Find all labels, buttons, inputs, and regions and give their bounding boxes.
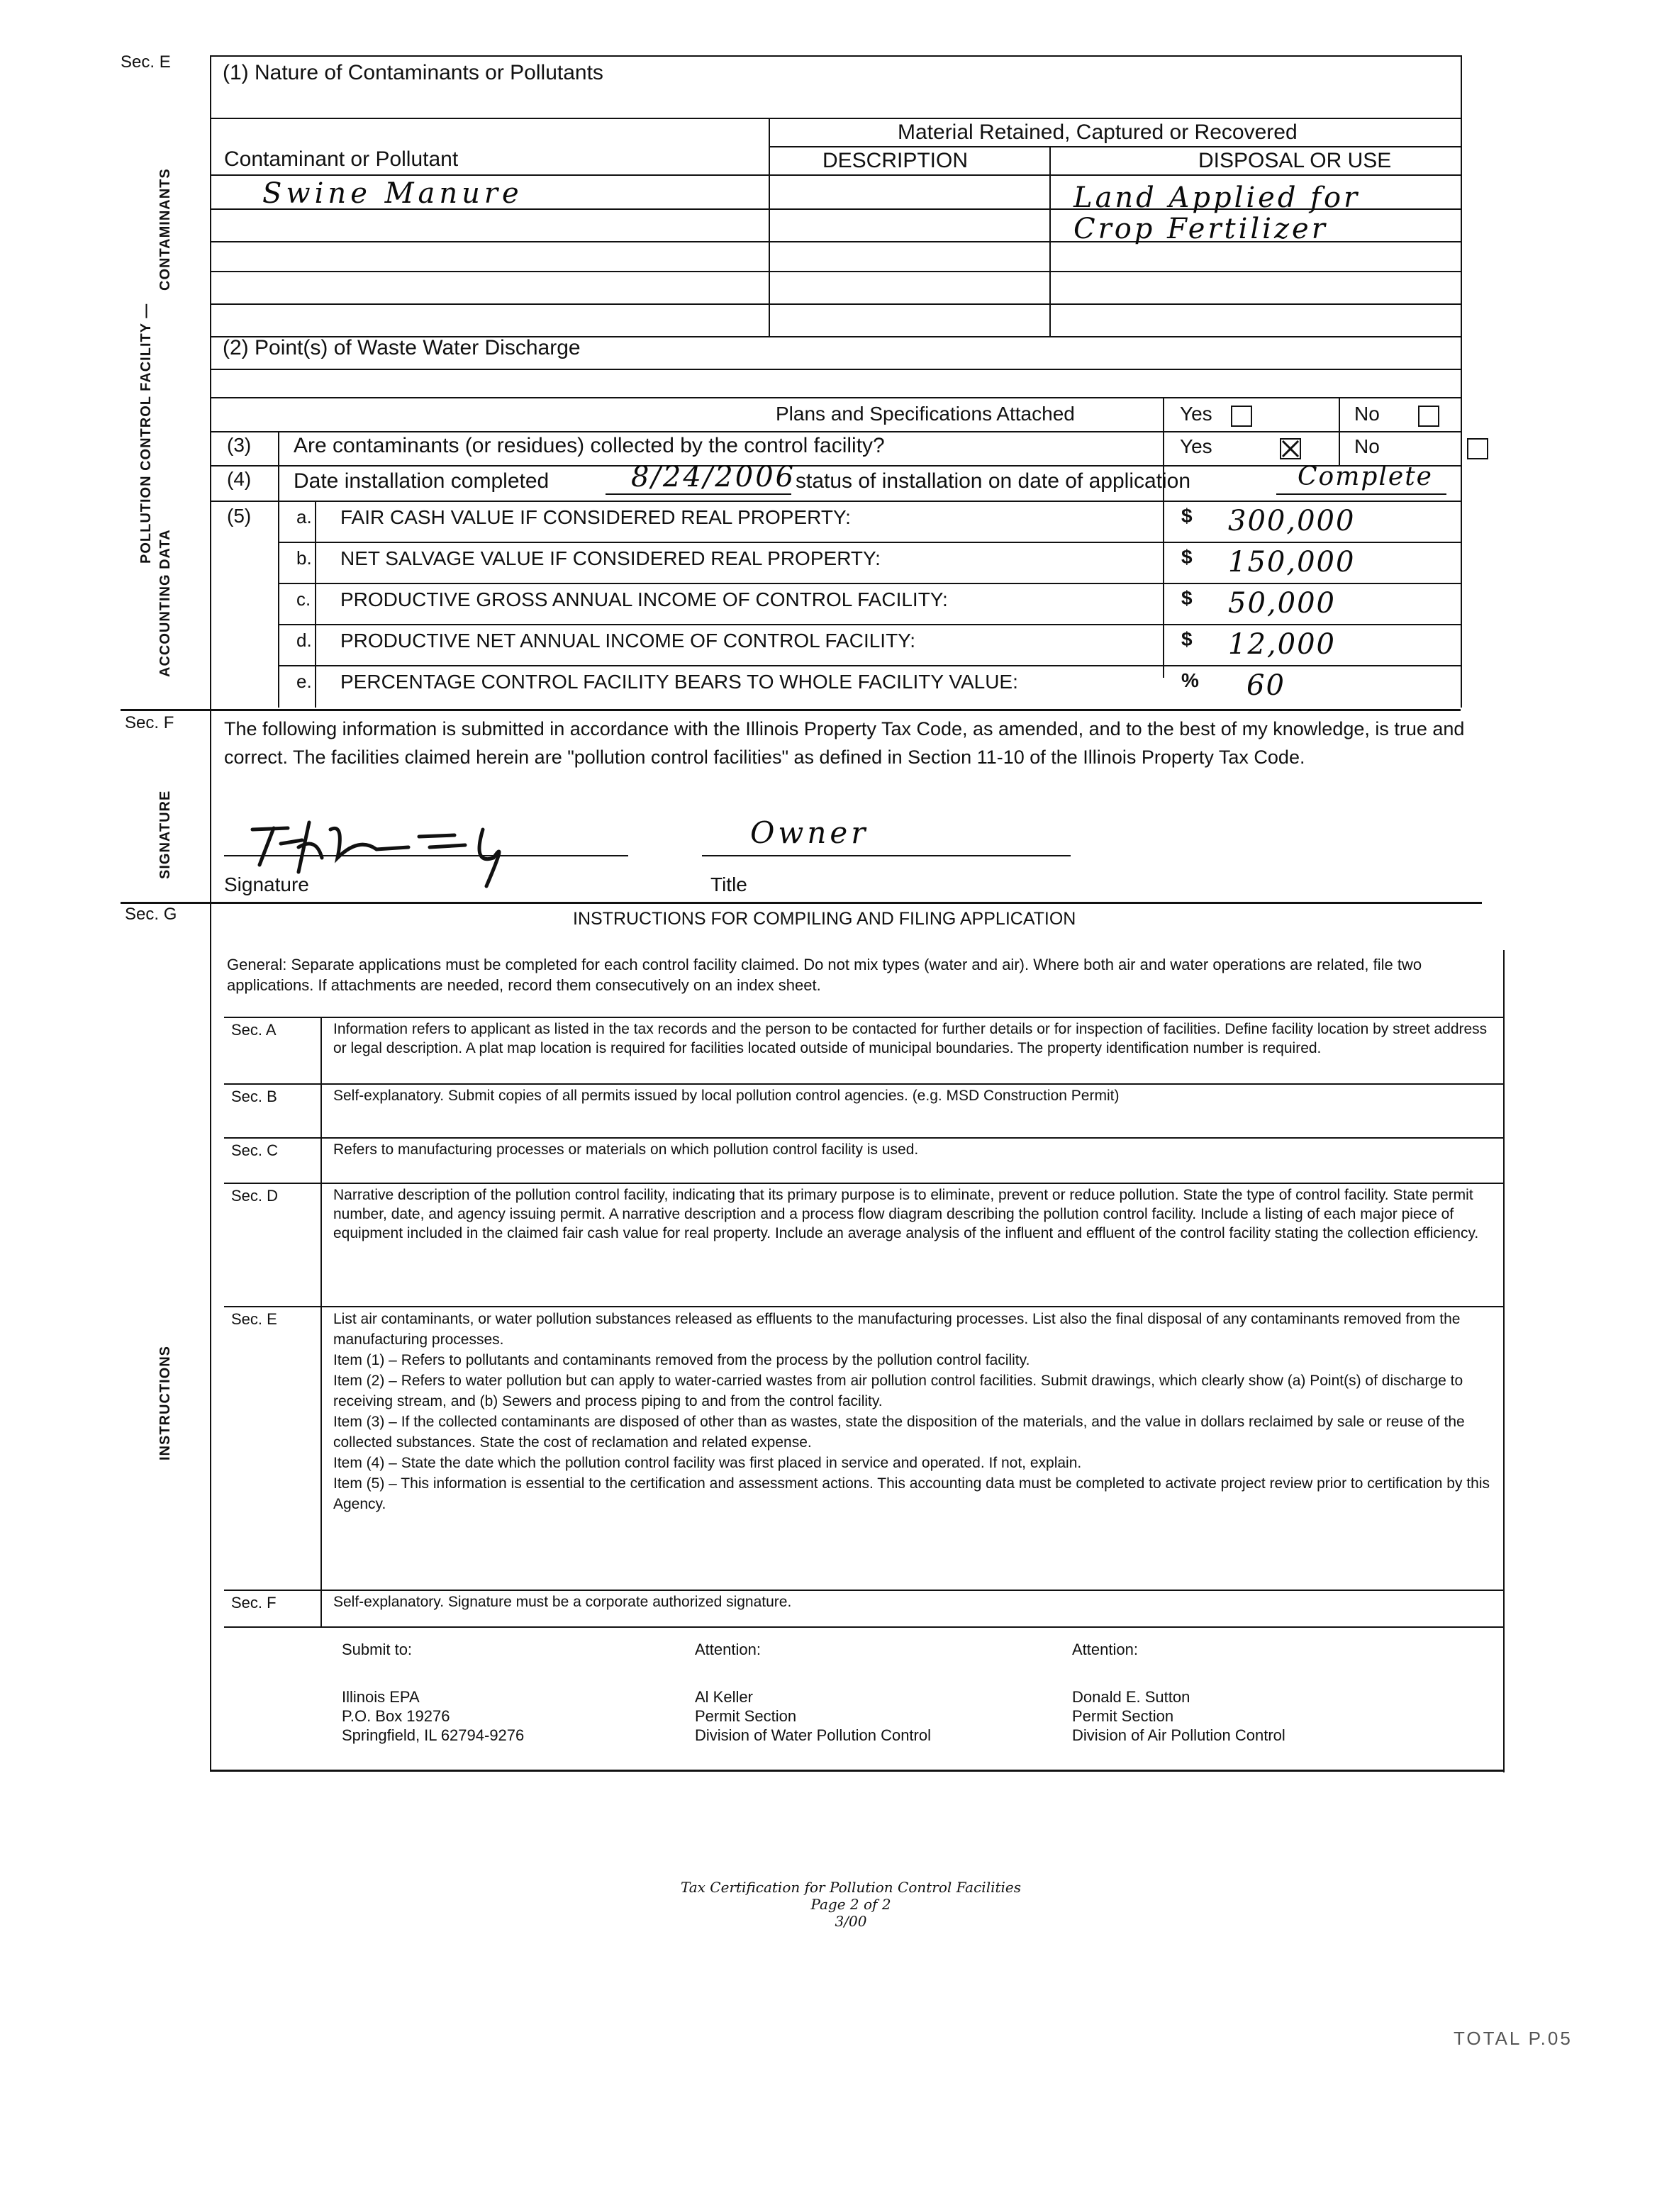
side-label-pollution-control: POLLUTION CONTROL FACILITY —	[138, 303, 154, 564]
rule	[210, 501, 1461, 502]
value-row-label: NET SALVAGE VALUE IF CONSIDERED REAL PROPERTY:	[340, 547, 881, 569]
instruction-row-col-divider	[320, 1083, 322, 1137]
plans-label: Plans and Specifications Attached	[776, 403, 1075, 425]
footer	[567, 1879, 1134, 1930]
value-row-label: PRODUCTIVE NET ANNUAL INCOME OF CONTROL FACILITY:	[340, 630, 916, 652]
value-row-symbol: $	[1181, 628, 1193, 650]
rule	[210, 271, 1461, 272]
instruction-row-text	[333, 1592, 1496, 1611]
footer-revision: 3/00	[835, 1913, 867, 1930]
instruction-line: Item (4) – State the date which the pollution control facility was first placed in service and operated. If not, explain.	[333, 1455, 1082, 1471]
address-line: Division of Water Pollution Control	[695, 1726, 931, 1744]
instruction-row-sec: Sec. A	[231, 1021, 277, 1039]
attention-label-water: Attention:	[695, 1641, 761, 1658]
plans-yes-label: Yes	[1180, 403, 1212, 425]
address-line: Permit Section	[695, 1707, 797, 1725]
side-label-instructions: INSTRUCTIONS	[157, 1346, 173, 1460]
footer-form-title: Tax Certification for Pollution Control Facilities	[680, 1879, 1022, 1896]
col-contaminant-header: Contaminant or Pollutant	[224, 147, 459, 171]
item3-no-label: No	[1354, 435, 1380, 457]
instruction-row-divider	[224, 1306, 1503, 1307]
side-label-contaminants: CONTAMINANTS	[157, 168, 173, 291]
address-line: Illinois EPA	[342, 1688, 420, 1706]
instruction-row-text	[333, 1185, 1496, 1243]
item5-number: (5)	[227, 505, 252, 527]
address-water-division	[695, 1687, 931, 1745]
item1-label: (1) Nature of Contaminants or Pollutants	[223, 61, 603, 84]
value-row-amount: 300,000	[1228, 505, 1356, 537]
rule	[1503, 950, 1505, 1772]
instruction-row-divider	[224, 1017, 1503, 1018]
value-row-divider	[278, 542, 1461, 543]
sec-e-label: Sec. E	[121, 52, 171, 72]
value-row-letter: a.	[296, 506, 312, 527]
instruction-line: Item (2) – Refers to water pollution but can apply to water-carried wastes from air pollution control facilities. Submit drawings, which clearly show (a) Point(s) of discharge to receiving stream, and (b) Sewers and process piping to and from the control facility.	[333, 1373, 1463, 1409]
value-row-label: PRODUCTIVE GROSS ANNUAL INCOME OF CONTROL FACILITY:	[340, 588, 948, 610]
value-row-label: PERCENTAGE CONTROL FACILITY BEARS TO WHOLE FACILITY VALUE:	[340, 671, 1018, 693]
instruction-row-sec: Sec. E	[231, 1310, 277, 1328]
instruction-line: Item (1) – Refers to pollutants and contaminants removed from the process by the pollution control facility.	[333, 1352, 1030, 1368]
sec-g-label: Sec. G	[125, 905, 177, 924]
rule	[606, 493, 791, 495]
col-description-header: DESCRIPTION	[822, 149, 969, 172]
rule	[210, 118, 1461, 119]
item2-label: (2) Point(s) of Waste Water Discharge	[223, 336, 581, 359]
rule	[210, 1770, 1503, 1772]
check-x-icon	[1281, 440, 1300, 458]
address-illinois-epa	[342, 1687, 524, 1745]
signature-label: Signature	[224, 873, 309, 895]
instruction-row-text	[333, 1086, 1496, 1105]
instruction-line: Self-explanatory. Signature must be a corporate authorized signature.	[333, 1594, 792, 1610]
value-row-amount: 150,000	[1228, 546, 1356, 579]
plans-yes-checkbox[interactable]	[1231, 406, 1252, 427]
instruction-row-col-divider	[320, 1137, 322, 1183]
instruction-row-col-divider	[320, 1017, 322, 1083]
instruction-line: Item (5) – This information is essential to the certification and assessment actions. This accounting data must be completed to activate project review prior to certification by this Agency.	[333, 1475, 1490, 1512]
rule	[210, 369, 1461, 370]
instruction-row-col-divider	[320, 1590, 322, 1626]
installation-date-value: 8/24/2006	[631, 461, 796, 493]
rule	[121, 709, 1461, 711]
plans-no-checkbox[interactable]	[1418, 406, 1439, 427]
instruction-line: Narrative description of the pollution control facility, indicating that its primary purpose is to eliminate, prevent or reduce pollution. State the type of control facility. State permit number, date, and agency issuing permit. A narrative description and a process flow diagram describing the pollution control facility. Include a listing of each major piece of equipment included in the claimed fair cash value for real property. Include an average analysis of the influent and effluent of the control facility stating the collection efficiency.	[333, 1187, 1479, 1241]
instruction-row-divider	[224, 1590, 1503, 1591]
item3-number: (3)	[227, 434, 252, 456]
value-row-amount: 60	[1246, 669, 1285, 702]
instruction-row-text	[333, 1020, 1496, 1058]
disposal-value-1: Land Applied for	[1073, 181, 1361, 214]
instruction-line: Self-explanatory. Submit copies of all permits issued by local pollution control agencies. (e.g. MSD Construction Permit)	[333, 1088, 1120, 1104]
col-disposal-header: DISPOSAL OR USE	[1198, 149, 1392, 172]
installation-status-value: Complete	[1298, 462, 1433, 491]
instruction-line: List air contaminants, or water pollution substances released as effluents to the manufacturing processes. List also the final disposal of any contaminants removed from the manufacturing processes.	[333, 1311, 1461, 1348]
side-label-signature: SIGNATURE	[157, 790, 173, 879]
value-row-amount: 12,000	[1228, 628, 1336, 661]
form-top-border	[210, 55, 1461, 57]
value-row-letter: b.	[296, 547, 312, 569]
instruction-row-col-divider	[320, 1183, 322, 1306]
fax-page-mark: TOTAL P.05	[1454, 2028, 1573, 2049]
rule	[224, 855, 628, 856]
item3-yes-checkbox[interactable]	[1280, 438, 1301, 459]
submit-to-label: Submit to:	[342, 1641, 413, 1658]
form-right-border	[1461, 55, 1462, 708]
instructions-heading: INSTRUCTIONS FOR COMPILING AND FILING APPLICATION	[573, 909, 1076, 929]
address-line: Donald E. Sutton	[1072, 1688, 1190, 1706]
general-instructions: General: Separate applications must be completed for each control facility claimed. Do not mix types (water and air). Where both air and water operations are related, file two applications. If attachments are needed, record them consecutively on an index sheet.	[227, 956, 1422, 994]
value-row-letter: e.	[296, 671, 312, 692]
instruction-line: Refers to manufacturing processes or materials on which pollution control facility is used.	[333, 1141, 919, 1158]
sec-f-label: Sec. F	[125, 713, 174, 732]
side-label-accounting-data: ACCOUNTING DATA	[157, 529, 173, 677]
rule	[210, 431, 1461, 432]
item3-no-checkbox[interactable]	[1467, 438, 1488, 459]
address-air-division	[1072, 1687, 1285, 1745]
value-row-symbol: $	[1181, 587, 1193, 609]
plans-no-label: No	[1354, 403, 1380, 425]
item4-label: Date installation completed	[294, 469, 550, 493]
address-line: Al Keller	[695, 1688, 753, 1706]
value-row-divider	[278, 624, 1461, 625]
item4-number: (4)	[227, 468, 252, 490]
address-line: P.O. Box 19276	[342, 1707, 450, 1725]
value-row-symbol: %	[1181, 669, 1199, 691]
instruction-row-sec: Sec. F	[231, 1594, 277, 1611]
sec-f-statement: The following information is submitted in accordance with the Illinois Property Tax Code, as amended, and to the best of my knowledge, is true and correct. The facilities claimed herein are "pollution control facilities" as defined in Section 11-10 of the Illinois Property Tax Code.	[224, 718, 1465, 768]
address-line: Springfield, IL 62794-9276	[342, 1726, 525, 1744]
address-line: Division of Air Pollution Control	[1072, 1726, 1285, 1744]
instruction-row-sec: Sec. B	[231, 1088, 277, 1105]
title-value: Owner	[750, 815, 869, 850]
instruction-row-divider	[224, 1083, 1503, 1085]
instruction-row-divider	[224, 1626, 1503, 1628]
instruction-row-col-divider	[320, 1306, 322, 1590]
rule	[1276, 493, 1446, 495]
instruction-line: Information refers to applicant as listed in the tax records and the person to be contacted for further details or for inspection of facilities. Define facility location by street address or legal description. A plat map location is required for facilities located outside of municipal boundaries. The property identification number is required.	[333, 1021, 1488, 1056]
item3-question: Are contaminants (or residues) collected by the control facility?	[294, 434, 885, 457]
rule	[210, 465, 1461, 467]
footer-page-number: Page 2 of 2	[810, 1896, 891, 1913]
item4-status-label: status of installation on date of application	[796, 469, 1191, 493]
rule	[210, 174, 1461, 176]
rule	[1163, 397, 1164, 678]
value-row-letter: d.	[296, 630, 312, 651]
instruction-row-text	[333, 1309, 1496, 1514]
instruction-row-sec: Sec. C	[231, 1141, 279, 1159]
instruction-line: Item (3) – If the collected contaminants are disposed of other than as wastes, state the disposition of the materials, and the value in dollars reclaimed by sale or reuse of the collected substances. State the cost of reclamation and related expense.	[333, 1414, 1465, 1451]
instruction-row-divider	[224, 1183, 1503, 1184]
title-label: Title	[710, 873, 747, 895]
value-row-symbol: $	[1181, 505, 1193, 527]
rule	[210, 397, 1461, 398]
material-header: Material Retained, Captured or Recovered	[898, 121, 1298, 144]
disposal-value-2: Crop Fertilizer	[1073, 213, 1328, 245]
value-row-label: FAIR CASH VALUE IF CONSIDERED REAL PROPERTY:	[340, 506, 851, 528]
value-row-symbol: $	[1181, 546, 1193, 568]
value-row-amount: 50,000	[1228, 587, 1336, 620]
attention-label-air: Attention:	[1072, 1641, 1138, 1658]
value-col-divider	[315, 501, 316, 708]
address-line: Permit Section	[1072, 1707, 1174, 1725]
instruction-row-sec: Sec. D	[231, 1187, 279, 1205]
instruction-row-text	[333, 1140, 1496, 1159]
instruction-row-divider	[224, 1137, 1503, 1139]
value-row-letter: c.	[296, 588, 311, 610]
contaminant-value: Swine Manure	[262, 177, 523, 210]
value-row-divider	[278, 665, 1461, 666]
value-row-divider	[278, 583, 1461, 584]
rule	[702, 855, 1071, 856]
form-left-border	[210, 55, 211, 1771]
item3-yes-label: Yes	[1180, 435, 1212, 457]
rule	[121, 902, 1482, 904]
rule	[210, 303, 1461, 305]
rule	[769, 146, 1461, 147]
